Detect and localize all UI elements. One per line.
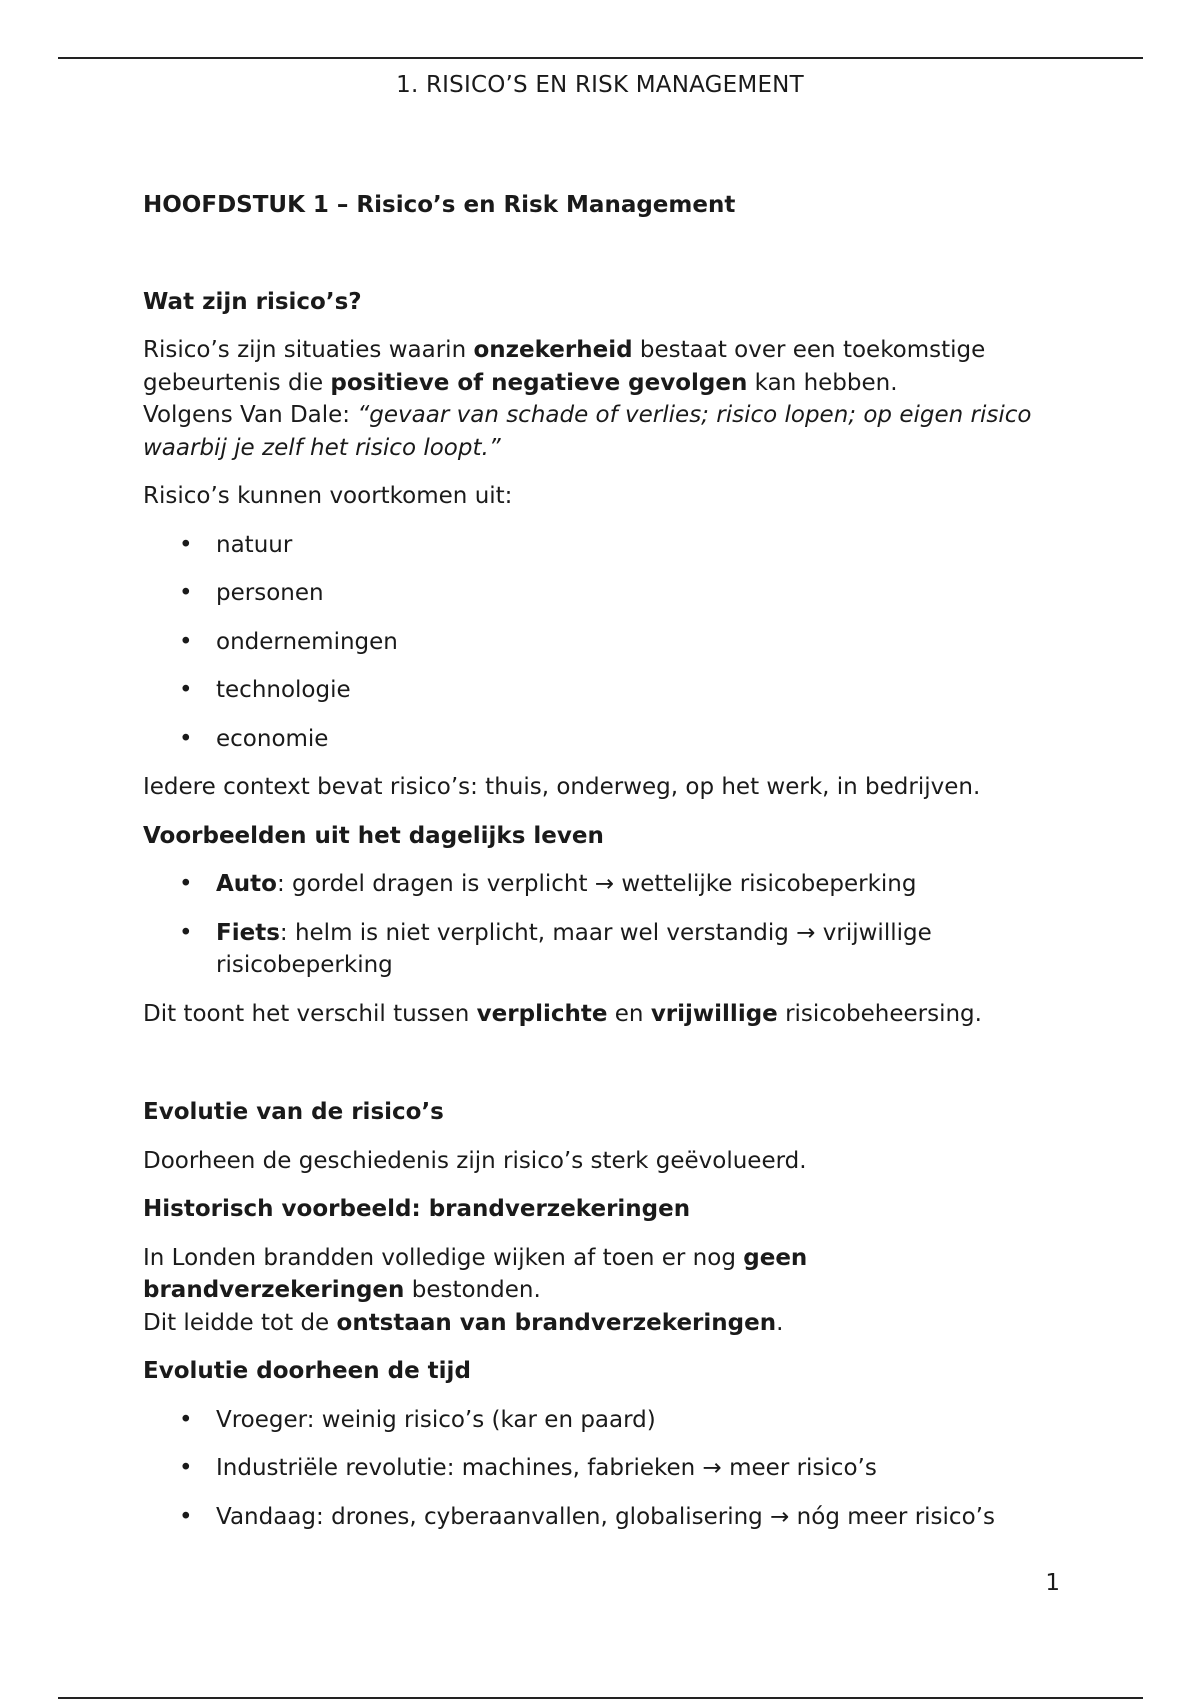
page-content <box>143 189 1073 1533</box>
list-item: • personen <box>143 577 1073 610</box>
list-item: • economie <box>143 723 1073 756</box>
historic-paragraph <box>143 1242 1073 1340</box>
list-item: • ondernemingen <box>143 626 1073 659</box>
definition-paragraph <box>143 334 1073 464</box>
header-rule <box>58 57 1143 59</box>
section-heading-voorbeelden: Voorbeelden uit het dagelijks leven <box>143 822 604 849</box>
emphasis-gevolgen: positieve of negatieve gevolgen <box>330 369 748 396</box>
text-run: Dit toont het verschil tussen <box>143 1000 477 1027</box>
example-text: : helm is niet verplicht, maar wel verstandig → vrijwillige risicobeperking <box>216 919 932 978</box>
list-item: • Industriële revolutie: machines, fabrieken → meer risico’s <box>143 1452 1073 1485</box>
text-run: bestaat over een toekomstige gebeurtenis die <box>143 337 986 396</box>
footer-rule <box>58 1697 1143 1699</box>
example-text: : gordel dragen is verplicht → wettelijke risicobeperking <box>276 871 917 897</box>
time-list <box>143 1404 1073 1534</box>
examples-conclusion <box>143 998 1073 1031</box>
list-item: • natuur <box>143 529 1073 562</box>
text-run: Dit leidde tot de <box>143 1309 337 1336</box>
subheading-evolutie-tijd: Evolutie doorheen de tijd <box>143 1358 471 1384</box>
chapter-title: HOOFDSTUK 1 – Risico’s en Risk Management <box>143 192 736 218</box>
text-run: In Londen brandden volledige wijken af toen er nog <box>143 1244 744 1271</box>
text-run: kan hebben. <box>747 369 898 396</box>
examples-list <box>143 868 1073 982</box>
evolution-intro: Doorheen de geschiedenis zijn risico’s sterk geëvolueerd. <box>143 1147 807 1174</box>
sources-list <box>143 529 1073 756</box>
text-run: risicobeheersing. <box>777 1000 982 1027</box>
van-dale-quote: “gevaar van schade of verlies; risico lopen; op eigen risico waarbij je zelf het risico loopt.” <box>143 402 1032 461</box>
emphasis-ontstaan: ontstaan van brandverzekeringen <box>336 1309 777 1336</box>
context-paragraph: Iedere context bevat risico’s: thuis, onderweg, op het werk, in bedrijven. <box>143 774 981 800</box>
emphasis-geen-brandverzekeringen: geen brandverzekeringen <box>143 1244 808 1303</box>
list-item: • Vroeger: weinig risico’s (kar en paard) <box>143 1404 1073 1437</box>
emphasis-verplichte: verplichte <box>476 1000 608 1027</box>
text-run: bestonden. <box>404 1277 541 1303</box>
page-number: 1 <box>1045 1570 1060 1596</box>
emphasis-vrijwillige: vrijwillige <box>650 1000 778 1027</box>
text-run: . <box>776 1309 784 1336</box>
text-run: Volgens Van Dale: <box>143 402 358 428</box>
running-header: 1. RISICO’S EN RISK MANAGEMENT <box>396 72 804 98</box>
list-item <box>143 868 1073 901</box>
list-item <box>143 917 1073 982</box>
sources-intro: Risico’s kunnen voortkomen uit: <box>143 483 513 509</box>
section-heading-evolutie: Evolutie van de risico’s <box>143 1099 444 1125</box>
text-run: en <box>607 1000 651 1027</box>
list-item: • technologie <box>143 674 1073 707</box>
example-term: Fiets <box>216 919 280 946</box>
section-heading-wat-zijn-risicos: Wat zijn risico’s? <box>143 288 362 315</box>
subheading-historisch: Historisch voorbeeld: brandverzekeringen <box>143 1196 691 1222</box>
text-run: Risico’s zijn situaties waarin <box>143 337 474 363</box>
example-term: Auto <box>216 871 277 897</box>
emphasis-onzekerheid: onzekerheid <box>473 337 633 363</box>
list-item: • Vandaag: drones, cyberaanvallen, globalisering → nóg meer risico’s <box>143 1501 1073 1534</box>
